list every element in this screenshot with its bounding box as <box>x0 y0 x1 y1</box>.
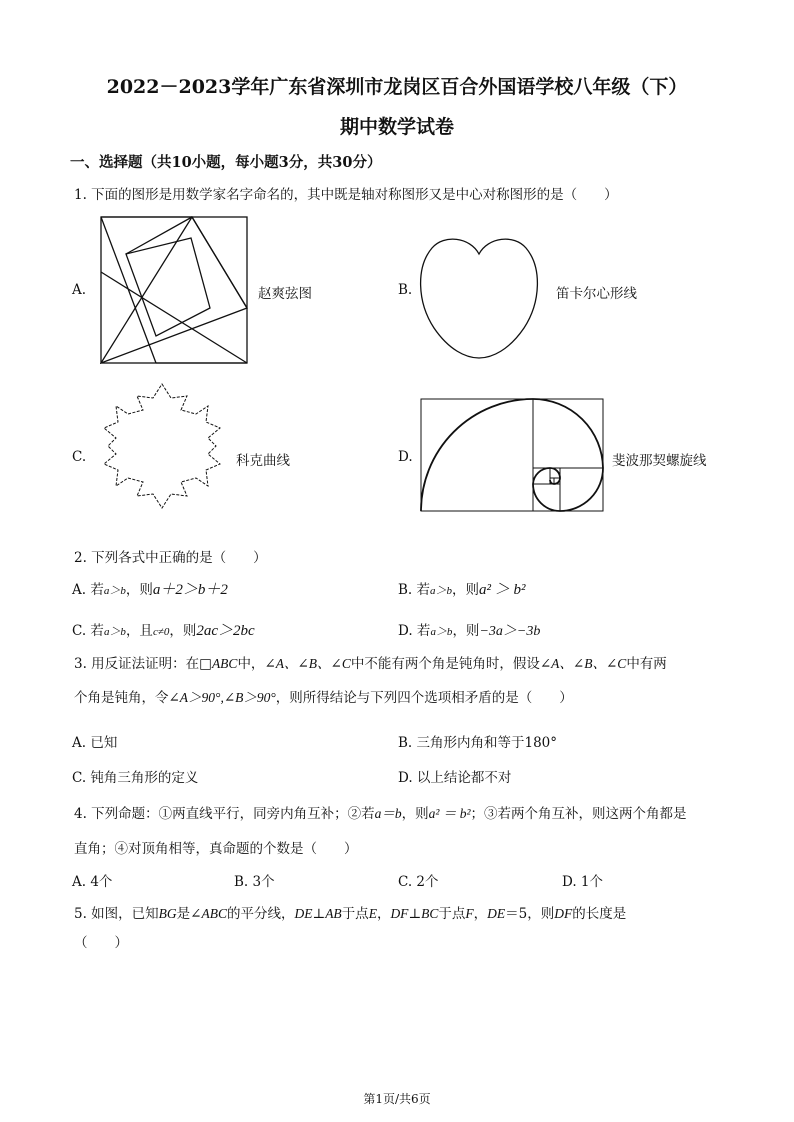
q1-option-d-label: D. <box>398 449 413 465</box>
q4-line1 <box>74 802 687 822</box>
q4-option-a: A. 4个 <box>72 874 113 890</box>
q5-t11: 的长度是 <box>572 906 627 922</box>
q5-f: F <box>465 906 474 921</box>
q5-t3: 的平分线， <box>226 906 295 922</box>
fibonacci-spiral-diagram <box>420 398 604 512</box>
q2-b-mid: ，则 <box>452 582 480 598</box>
q2-b-prefix: B. 若 <box>398 582 431 598</box>
q1-option-a-label: A. <box>72 282 87 298</box>
paper-title-line1: 2022－2023学年广东省深圳市龙岗区百合外国语学校八年级（下） <box>106 76 688 98</box>
q4-text-c: ；③若两个角互补，则这两个角都是 <box>470 806 687 822</box>
q5-ab: AB <box>325 906 342 921</box>
q5-t5: 于点 <box>341 906 369 922</box>
q1-stem: 1. 下面的图形是用数学家名字命名的，其中既是轴对称图形又是中心对称图形的是（ ） <box>74 187 618 203</box>
q3-option-a: A. 已知 <box>72 735 118 751</box>
q3-text-b: 中， <box>237 656 265 672</box>
q3-assumption: ∠A＞90°,∠B＞90° <box>168 690 276 705</box>
q5-de: DE <box>294 906 313 921</box>
q3-box-glyph: □ <box>199 656 212 672</box>
cardioid-diagram <box>414 232 544 362</box>
q2-b-cond: a＞b <box>430 585 453 597</box>
q3-option-c: C. 钝角三角形的定义 <box>72 770 199 786</box>
q5-t6: ， <box>376 906 391 922</box>
q2-d-expr: −3a＞−3b <box>479 624 541 639</box>
q4-text-a: 4. 下列命题：①两直线平行，同旁内角互补；②若 <box>74 806 375 822</box>
q3-angles: ∠A、∠B、∠C <box>264 656 351 671</box>
q1-option-c-label: C. <box>72 449 87 465</box>
q3-line2 <box>74 686 573 706</box>
q5-df: DF <box>390 906 409 921</box>
q2-a-prefix: A. 若 <box>72 582 104 598</box>
q2-d-cond: a＞b <box>430 626 453 638</box>
section-heading: 一、选择题（共10小题，每小题3分，共30分） <box>70 154 382 171</box>
q4-line2: 直角；④对顶角相等，真命题的个数是（ ） <box>74 841 358 857</box>
q4-option-b: B. 3个 <box>234 874 275 890</box>
q5-t4: ⊥ <box>312 906 326 922</box>
q3-text-e: 个角是钝角，令 <box>74 690 169 706</box>
q1-option-b-label: B. <box>398 282 413 298</box>
page-footer: 第1页/共6页 <box>363 1092 431 1106</box>
q2-c-mid2: ，则 <box>169 623 197 639</box>
q5-t2: 是∠ <box>176 906 202 922</box>
q2-option-a <box>72 578 228 599</box>
q2-a-expr: a＋2＞b＋2 <box>152 582 228 598</box>
q5-df-2: DF <box>554 906 573 921</box>
q5-t1: 5. 如图，已知 <box>74 906 159 922</box>
q3-text-c: 中不能有两个角是钝角时，假设 <box>350 656 540 672</box>
q4-text-b: ，则 <box>401 806 429 822</box>
q5-t7: ⊥ <box>408 906 422 922</box>
q5-t8: 于点 <box>438 906 466 922</box>
q2-d-prefix: D. 若 <box>398 623 431 639</box>
paper-title-line2: 期中数学试卷 <box>339 116 454 138</box>
q5-de-2: DE <box>487 906 506 921</box>
q3-option-d: D. 以上结论都不对 <box>398 770 512 786</box>
q4-option-d: D. 1个 <box>562 874 604 890</box>
q3-text-a: 3. 用反证法证明：在 <box>74 656 200 672</box>
q2-c-mid: ，且 <box>125 623 153 639</box>
q5-t9: ， <box>473 906 488 922</box>
q2-c-prefix: C. 若 <box>72 623 104 639</box>
q2-a-mid: ，则 <box>125 582 153 598</box>
q2-c-cond: a＞b <box>103 626 126 638</box>
q3-line1 <box>74 652 667 672</box>
q2-c-expr: 2ac＞2bc <box>196 623 255 639</box>
q1-option-c-caption: 科克曲线 <box>236 453 290 469</box>
q1-option-b-caption: 笛卡尔心形线 <box>556 286 637 302</box>
q3-angles-2: ∠A、∠B、∠C <box>539 656 627 671</box>
q3-text-d: 中有两 <box>626 656 667 672</box>
q2-b-expr: a² ＞ b² <box>479 582 526 598</box>
q4-option-c: C. 2个 <box>398 874 439 890</box>
q2-option-c <box>72 619 255 640</box>
q4-math-2: a² ＝ b² <box>428 806 471 821</box>
q2-c-cond2: c≠0 <box>152 626 170 638</box>
q2-a-cond: a＞b <box>103 585 126 597</box>
q3-text-f: ，则所得结论与下列四个选项相矛盾的是（ ） <box>275 690 573 706</box>
q2-option-d <box>398 619 540 640</box>
q5-line2: （ ） <box>74 935 128 951</box>
q5-bg: BG <box>158 906 177 921</box>
q4-math-1: a＝b <box>374 806 402 821</box>
q5-e: E <box>368 906 377 921</box>
q1-option-d-caption: 斐波那契螺旋线 <box>612 453 707 469</box>
koch-snowflake-diagram <box>96 380 228 512</box>
q5-t10: ＝5，则 <box>505 906 555 922</box>
q3-option-b: B. 三角形内角和等于180° <box>398 735 558 751</box>
q2-stem: 2. 下列各式中正确的是（ ） <box>74 550 267 566</box>
q2-option-b <box>398 578 526 599</box>
q5-line1 <box>74 902 626 922</box>
zhao-shuang-diagram <box>100 216 248 364</box>
q3-triangle-name: ABC <box>211 656 238 671</box>
q5-abc: ABC <box>201 906 227 921</box>
q1-option-a-caption: 赵爽弦图 <box>258 286 312 302</box>
q5-bc: BC <box>421 906 439 921</box>
q2-d-mid: ，则 <box>452 623 480 639</box>
